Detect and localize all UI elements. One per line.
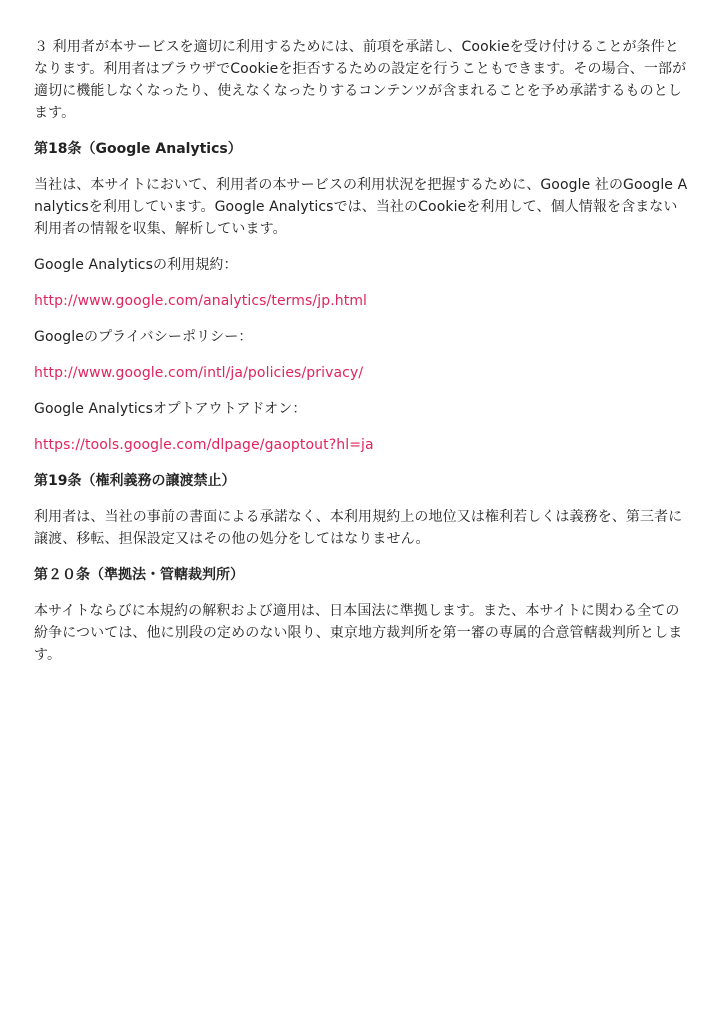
clause19-body: 利用者は、当社の事前の書面による承諾なく、本利用規約上の地位又は権利若しくは義務を、第三者に譲渡、移転、担保設定又はその他の処分をしてはなりません。: [34, 509, 683, 547]
ga-optout-label: Google Analyticsオプトアウトアドオン：: [34, 401, 307, 417]
ga-terms-link[interactable]: http://www.google.com/analytics/terms/jp.html: [34, 293, 368, 309]
google-privacy-link[interactable]: http://www.google.com/intl/ja/policies/privacy/: [34, 365, 364, 381]
google-privacy-link-row: [34, 362, 690, 384]
clause18-body: 当社は、本サイトにおいて、利用者の本サービスの利用状況を把握するために、Google 社のGoogle Analyticsを利用しています。Google Analyticsでは、当社のCookieを利用して、個人情報を含まない利用者の情報を収集、解析しています。: [34, 177, 688, 237]
clause19-heading: 第19条（権利義務の譲渡禁止）: [34, 473, 236, 489]
clause20-body: 本サイトならびに本規約の解釈および適用は、日本国法に準拠します。また、本サイトに関わる全ての紛争については、他に別段の定めのない限り、東京地方裁判所を第一審の専属的合意管轄裁判所とします。: [34, 603, 683, 663]
clause20-heading: 第２０条（準拠法・管轄裁判所）: [34, 567, 244, 583]
ga-terms-link-row: [34, 290, 690, 312]
clause17-paragraph3: ３ 利用者が本サービスを適切に利用するためには、前項を承諾し、Cookieを受け付けることが条件となります。利用者はブラウザでCookieを拒否するための設定を行うこともできます。その場合、一部が適切に機能しなくなったり、使えなくなったりするコンテンツが含まれることを予め承諾するものとします。: [34, 39, 687, 121]
ga-optout-link[interactable]: https://tools.google.com/dlpage/gaoptout?hl=ja: [34, 437, 374, 453]
google-privacy-label: Googleのプライバシーポリシー：: [34, 329, 253, 345]
ga-terms-label: Google Analyticsの利用規約：: [34, 257, 238, 273]
ga-optout-link-row: [34, 434, 690, 456]
clause18-heading: 第18条（Google Analytics）: [34, 141, 242, 157]
